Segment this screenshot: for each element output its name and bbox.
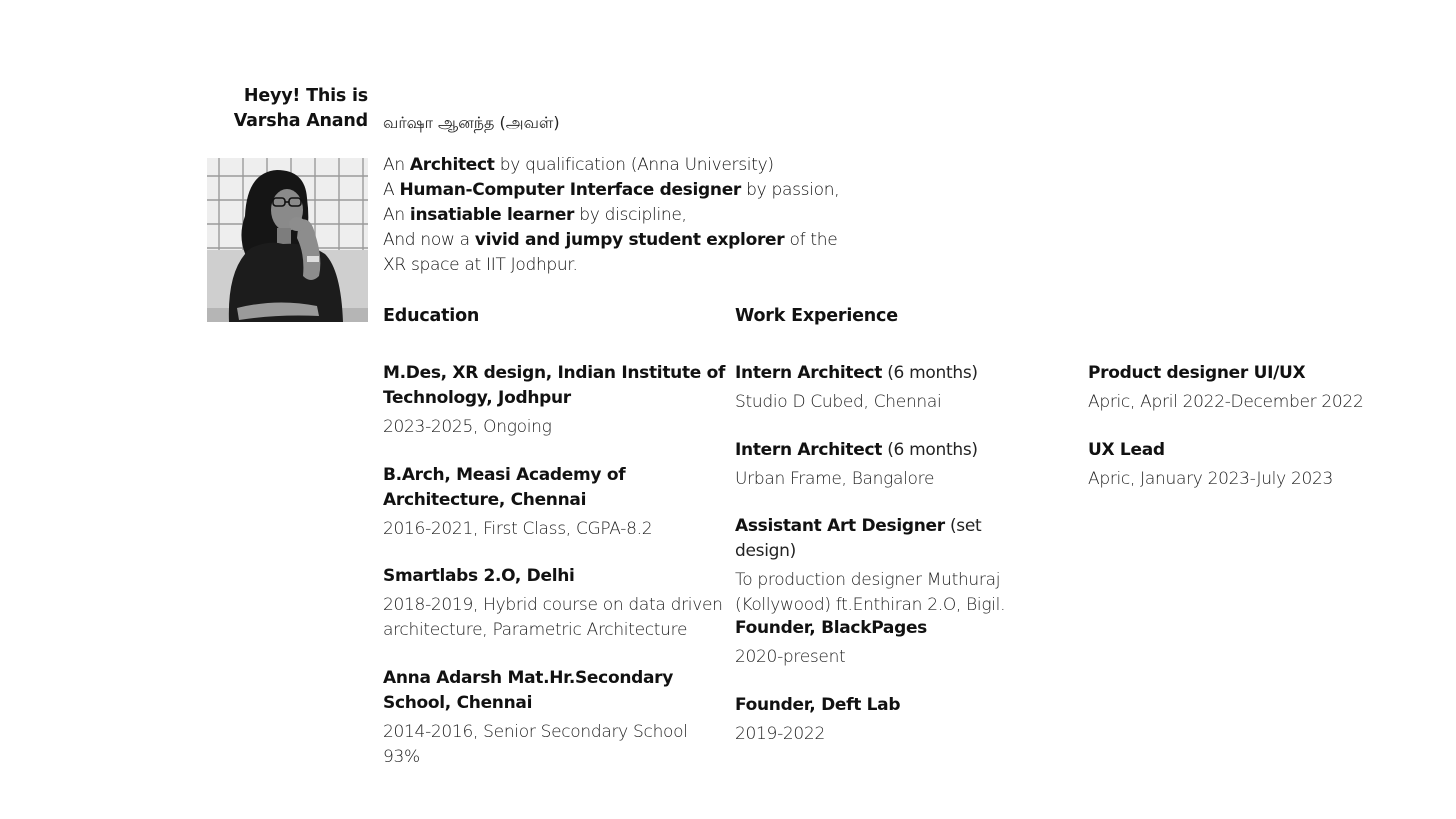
work-detail: Studio D Cubed, Chennai: [735, 392, 942, 412]
work-item: [735, 616, 1045, 670]
intro-line: A Human-Computer Interface designer by passion,: [383, 180, 840, 200]
education-title: Smartlabs 2.O, Delhi: [383, 566, 575, 586]
work-title: Founder, Deft Lab: [735, 695, 901, 715]
profile-photo: [207, 158, 368, 322]
education-item: [383, 463, 728, 542]
intro-line: And now a vivid and jumpy student explorer of the: [383, 230, 838, 250]
education-detail: 2023-2025, Ongoing: [383, 417, 552, 437]
work-title: UX Lead: [1088, 440, 1165, 460]
work-detail: 2019-2022: [735, 724, 825, 744]
intro-line: An Architect by qualification (Anna University): [383, 155, 774, 175]
work-detail: 2020-present: [735, 647, 846, 667]
work-item: [1088, 361, 1428, 415]
education-item: [383, 564, 728, 643]
intro-paragraph: [383, 153, 843, 278]
greeting-line-1: Heyy! This is: [243, 86, 368, 106]
work-detail: Urban Frame, Bangalore: [735, 469, 935, 489]
education-title: Anna Adarsh Mat.Hr.Secondary School, Chennai: [383, 668, 674, 713]
education-detail: 2014-2016, Senior Secondary School 93%: [383, 722, 688, 767]
intro-line: An insatiable learner by discipline,: [383, 205, 687, 225]
work-title: Intern Architect (6 months): [735, 440, 978, 460]
portrait-image: [207, 158, 368, 322]
education-item: [383, 361, 728, 440]
work-item: [735, 361, 1045, 415]
education-heading: Education: [383, 306, 480, 326]
work-detail: Apric, January 2023-July 2023: [1088, 469, 1334, 489]
greeting-line-2: Varsha Anand: [233, 111, 368, 131]
work-detail: To production designer Muthuraj (Kollywood) ft.Enthiran 2.O, Bigil.: [735, 570, 1006, 615]
work-item: [1088, 438, 1428, 492]
work-item: [735, 438, 1045, 492]
work-title: Product designer UI/UX: [1088, 363, 1306, 383]
tamil-name: வர்ஷா ஆனந்த (அவள்): [383, 113, 560, 132]
education-detail: 2018-2019, Hybrid course on data driven architecture, Parametric Architecture: [383, 595, 723, 640]
education-title: B.Arch, Measi Academy of Architecture, Chennai: [383, 465, 626, 510]
work-title: Founder, BlackPages: [735, 618, 927, 638]
education-item: [383, 666, 728, 770]
intro-line: XR space at IIT Jodhpur.: [383, 255, 578, 275]
work-item: [735, 693, 1045, 747]
work-title: Intern Architect (6 months): [735, 363, 978, 383]
work-experience-heading: Work Experience: [735, 306, 898, 326]
work-detail: Apric, April 2022-December 2022: [1088, 392, 1364, 412]
education-detail: 2016-2021, First Class, CGPA-8.2: [383, 519, 653, 539]
education-title: M.Des, XR design, Indian Institute of Technology, Jodhpur: [383, 363, 726, 408]
greeting-heading: [150, 84, 368, 134]
work-title: Assistant Art Designer (set design): [735, 516, 982, 561]
work-item: [735, 514, 1045, 618]
